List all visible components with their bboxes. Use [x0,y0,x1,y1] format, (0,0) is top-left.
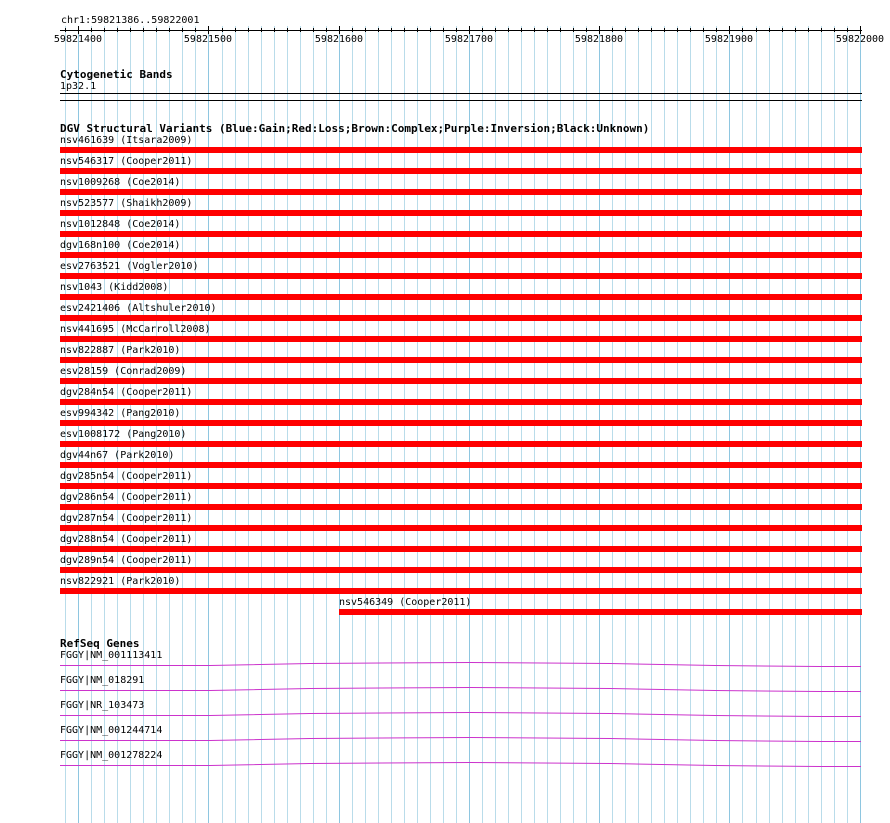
sv-label[interactable]: dgv168n100 (Coe2014) [60,240,181,251]
gene-model-line[interactable] [60,713,861,717]
sv-label[interactable]: dgv287n54 (Cooper2011) [60,513,193,524]
cytobands-track-title: Cytogenetic Bands [60,68,173,81]
sv-label[interactable]: esv2421406 (Altshuler2010) [60,303,217,314]
ruler-tick-label: 59821600 [314,34,364,45]
sv-label[interactable]: dgv288n54 (Cooper2011) [60,534,193,545]
sv-label[interactable]: esv2763521 (Vogler2010) [60,261,199,272]
sv-label[interactable]: nsv1043 (Kidd2008) [60,282,169,293]
gene-model-line[interactable] [60,763,861,767]
sv-label[interactable]: dgv285n54 (Cooper2011) [60,471,193,482]
sv-label[interactable]: nsv1009268 (Coe2014) [60,177,181,188]
sv-label[interactable]: nsv822887 (Park2010) [60,345,181,356]
ruler-tick-label: 59821700 [444,34,494,45]
sv-label[interactable]: nsv523577 (Shaikh2009) [60,198,193,209]
ruler-tick-label: 59822000 [835,34,885,45]
sv-label[interactable]: esv994342 (Pang2010) [60,408,181,419]
gene-label[interactable]: FGGY|NM_001113411 [60,650,163,661]
ruler-tick-label: 59821500 [183,34,233,45]
dgv-track-title: DGV Structural Variants (Blue:Gain;Red:Loss;Brown:Complex;Purple:Inversion;Black:Unknown) [60,122,650,135]
gene-label[interactable]: FGGY|NM_001244714 [60,725,163,736]
ruler-tick-label: 59821400 [53,34,103,45]
sv-label[interactable]: nsv461639 (Itsara2009) [60,135,193,146]
gene-model-line[interactable] [60,688,861,692]
sv-label[interactable]: nsv546317 (Cooper2011) [60,156,193,167]
sv-label[interactable]: dgv44n67 (Park2010) [60,450,175,461]
sv-label[interactable]: nsv441695 (McCarroll2008) [60,324,211,335]
sv-label[interactable]: dgv284n54 (Cooper2011) [60,387,193,398]
location-label: chr1:59821386..59822001 [61,15,200,26]
sv-label[interactable]: esv28159 (Conrad2009) [60,366,187,377]
gene-label[interactable]: FGGY|NR_103473 [60,700,145,711]
sv-label[interactable]: nsv1012848 (Coe2014) [60,219,181,230]
cytoband-label[interactable]: 1p32.1 [60,81,97,92]
gene-model-line[interactable] [60,738,861,742]
ruler-tick-label: 59821900 [704,34,754,45]
sv-label[interactable]: esv1008172 (Pang2010) [60,429,187,440]
sv-label[interactable]: dgv289n54 (Cooper2011) [60,555,193,566]
gene-label[interactable]: FGGY|NM_001278224 [60,750,163,761]
refseq-track-title: RefSeq Genes [60,637,140,650]
sv-label[interactable]: nsv546349 (Cooper2011) [339,597,472,608]
sv-label[interactable]: nsv822921 (Park2010) [60,576,181,587]
ruler-tick-label: 59821800 [574,34,624,45]
gene-model-line[interactable] [60,663,861,667]
sv-label[interactable]: dgv286n54 (Cooper2011) [60,492,193,503]
gene-label[interactable]: FGGY|NM_018291 [60,675,145,686]
